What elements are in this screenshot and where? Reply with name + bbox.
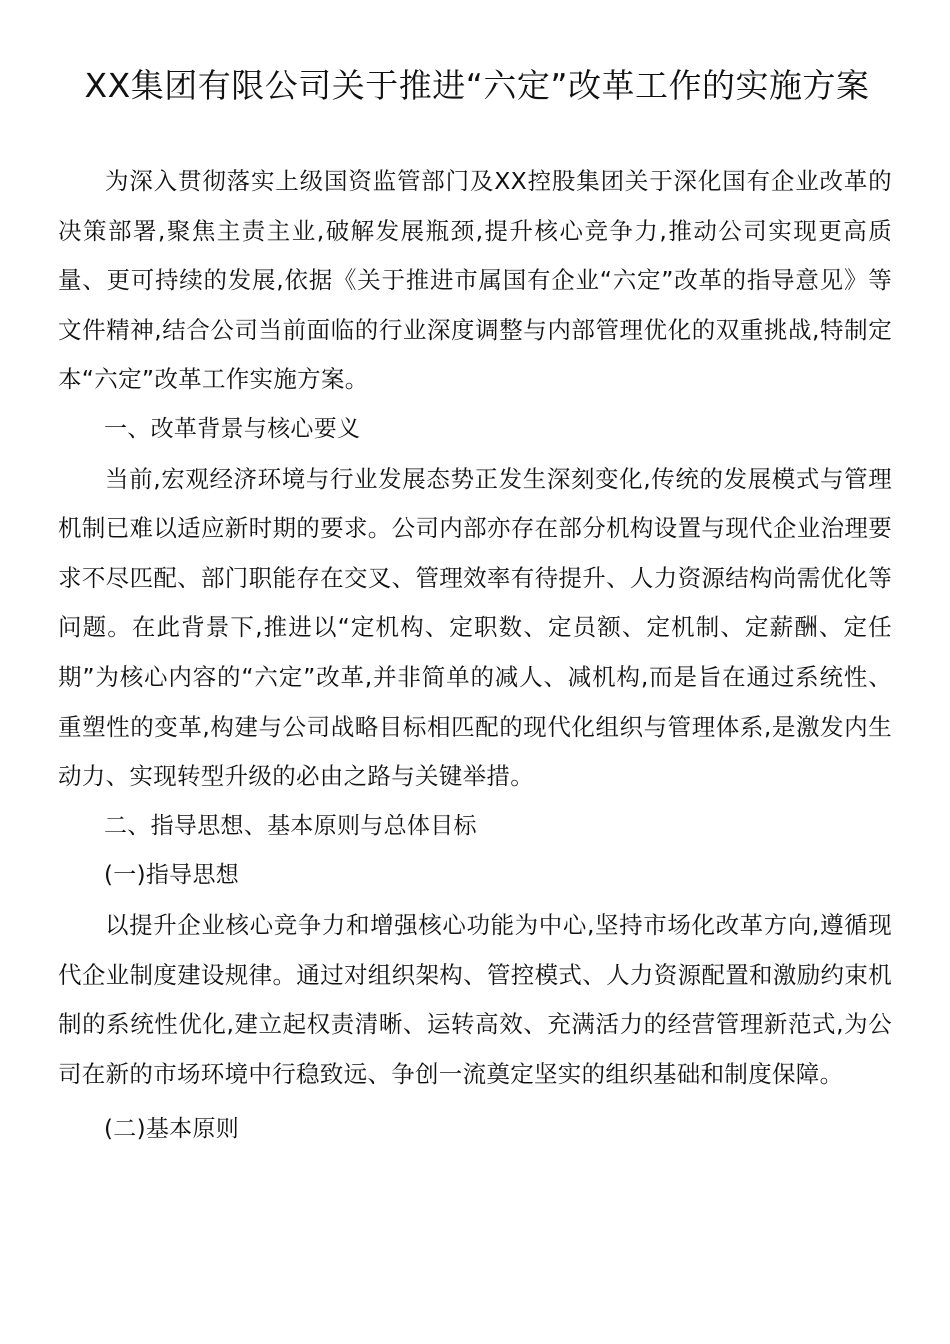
section-2-2-heading: (二)基本原则 bbox=[104, 1116, 240, 1143]
section-2-1-heading: (一)指导思想 bbox=[104, 862, 240, 889]
section-2-1-body: 以提升企业核心竞争力和增强核心功能为中心,坚持市场化改革方向,遵循现代企业制度建设规律。通过对组织架构、管控模式、人力资源配置和激励约束机制的系统性优化,建立起权责清晰、运转高效、充满活力的经营管理新范式,为公司在新的市场环境中行稳致远、争创一流奠定坚实的组织基础和制度保障。 bbox=[58, 910, 892, 1088]
intro-paragraph: 为深入贯彻落实上级国资监管部门及XX控股集团关于深化国有企业改革的决策部署,聚焦主责主业,破解发展瓶颈,提升核心竞争力,推动公司实现更高质量、更可持续的发展,依据《关于推进市属国有企业“六定”改革的指导意见》等文件精神,结合公司当前面临的行业深度调整与内部管理优化的双重挑战,特制定本“六定”改革工作实施方案。 bbox=[58, 167, 892, 394]
section-2-heading: 二、指导思想、基本原则与总体目标 bbox=[104, 812, 477, 839]
section-1-heading: 一、改革背景与核心要义 bbox=[104, 415, 361, 442]
section-1-body: 当前,宏观经济环境与行业发展态势正发生深刻变化,传统的发展模式与管理机制已难以适应新时期的要求。公司内部亦存在部分机构设置与现代企业治理要求不尽匹配、部门职能存在交叉、管理效率有待提升、人力资源结构尚需优化等问题。在此背景下,推进以“定机构、定职数、定员额、定机制、定薪酬、定任期”为核心内容的“六定”改革,并非简单的减人、减机构,而是旨在通过系统性、重塑性的变革,构建与公司战略目标相匹配的现代化组织与管理体系,是激发内生动力、实现转型升级的必由之路与关键举措。 bbox=[58, 464, 892, 791]
document-title: XX集团有限公司关于推进“六定”改革工作的实施方案 bbox=[84, 66, 870, 105]
